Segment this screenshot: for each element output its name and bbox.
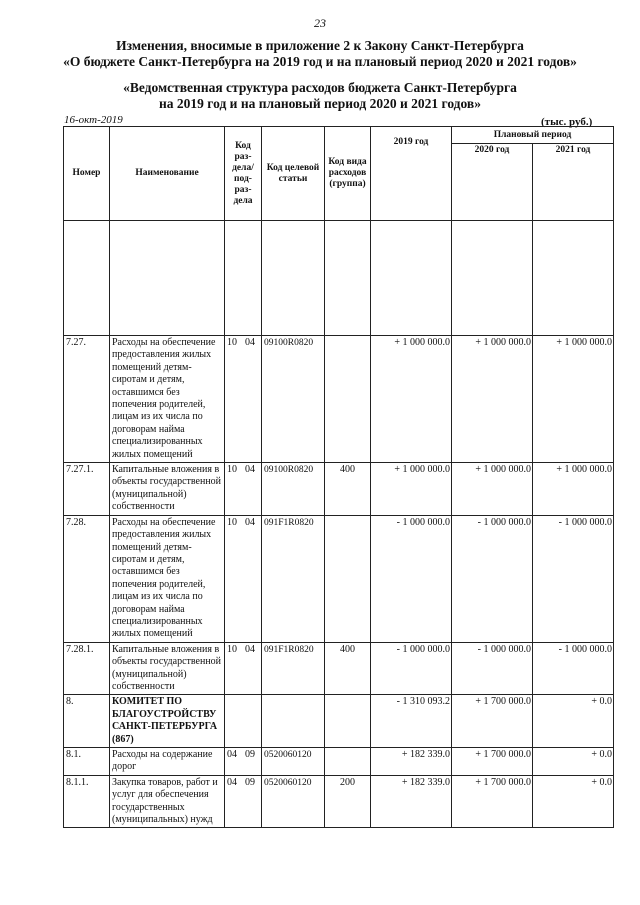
header-planned-period: Плановый период [452, 127, 614, 144]
row-section-code: 04 [227, 749, 237, 760]
header-expense-type: Код вида расходов (группа) [325, 127, 371, 221]
row-number: 7.28.1. [64, 642, 110, 695]
table-body [64, 221, 614, 828]
row-name: Капитальные вложения в объекты государственной (муниципальной) собственности [110, 463, 225, 516]
row-section [225, 336, 262, 463]
row-target-code [262, 695, 325, 748]
row-target-code: 09100R0820 [262, 336, 325, 463]
row-value-2021: + 0.0 [533, 695, 614, 748]
row-target-code: 091F1R0820 [262, 515, 325, 642]
row-value-2020: - 1 000 000.0 [452, 515, 533, 642]
row-number: 8.1. [64, 748, 110, 776]
row-value-2021: - 1 000 000.0 [533, 642, 614, 695]
row-value-2019: + 1 000 000.0 [371, 336, 452, 463]
row-name: Расходы на обеспечение предоставления жилых помещений детям-сиротам и детям, оставшимся без попечения родителей, лицам из их числа по договорам найма специализированных жилых помещений [110, 336, 225, 463]
row-section [225, 748, 262, 776]
header-number: Номер [64, 127, 110, 221]
row-expense-type [325, 336, 371, 463]
table-header [64, 127, 614, 221]
table-row [64, 748, 614, 776]
row-value-2019: + 182 339.0 [371, 775, 452, 828]
row-value-2021: + 1 000 000.0 [533, 336, 614, 463]
row-value-2020: + 1 000 000.0 [452, 336, 533, 463]
subtitle-line-1: «Ведомственная структура расходов бюджета Санкт-Петербурга [123, 80, 517, 95]
row-value-2019: - 1 000 000.0 [371, 642, 452, 695]
row-section [225, 695, 262, 748]
row-number: 8. [64, 695, 110, 748]
row-subsection-code: 04 [245, 337, 255, 348]
row-subsection-code: 04 [245, 464, 255, 476]
header-section: Код раз-дела/ под-раз-дела [225, 127, 262, 221]
row-expense-type [325, 695, 371, 748]
table-spacer-row [64, 221, 614, 336]
row-name: Расходы на содержание дорог [110, 748, 225, 776]
table-row [64, 695, 614, 748]
header-2020: 2020 год [452, 144, 533, 221]
page-number: 23 [314, 16, 326, 30]
row-subsection-code: 09 [245, 776, 255, 788]
row-name: КОМИТЕТ ПО БЛАГОУСТРОЙСТВУ САНКТ-ПЕТЕРБУРГА (867) [110, 695, 225, 748]
row-value-2019: - 1 000 000.0 [371, 515, 452, 642]
row-subsection-code: 09 [245, 749, 255, 760]
row-section-code: 10 [227, 464, 237, 476]
budget-table [63, 126, 614, 828]
row-section [225, 642, 262, 695]
header-name: Наименование [110, 127, 225, 221]
units-label: (тыс. руб.) [541, 116, 593, 128]
row-target-code: 09100R0820 [262, 463, 325, 516]
document-title [40, 38, 600, 70]
row-value-2021: + 1 000 000.0 [533, 463, 614, 516]
row-value-2020: + 1 700 000.0 [452, 775, 533, 828]
table-row [64, 642, 614, 695]
row-subsection-code: 04 [245, 516, 255, 528]
header-target: Код целевой статьи [262, 127, 325, 221]
row-value-2019: + 1 000 000.0 [371, 463, 452, 516]
row-target-code: 0520060120 [262, 748, 325, 776]
row-number: 8.1.1. [64, 775, 110, 828]
row-number: 7.28. [64, 515, 110, 642]
row-value-2019: + 182 339.0 [371, 748, 452, 776]
row-number: 7.27.1. [64, 463, 110, 516]
row-value-2019: - 1 310 093.2 [371, 695, 452, 748]
row-value-2021: + 0.0 [533, 748, 614, 776]
row-subsection-code: 04 [245, 643, 255, 655]
row-name: Расходы на обеспечение предоставления жилых помещений детям-сиротам и детям, оставшимся без попечения родителей, лицам из их числа по договорам найма специализированных жилых помещений [110, 515, 225, 642]
row-value-2020: + 1 700 000.0 [452, 695, 533, 748]
title-line-2: «О бюджете Санкт-Петербурга на 2019 год и на плановый период 2020 и 2021 годов» [63, 54, 577, 69]
row-target-code: 0520060120 [262, 775, 325, 828]
header-2021: 2021 год [533, 144, 614, 221]
row-value-2021: + 0.0 [533, 775, 614, 828]
document-date: 16-окт-2019 [64, 114, 123, 126]
row-section-code: 10 [227, 516, 237, 528]
row-section-code: 10 [227, 337, 237, 348]
row-section [225, 775, 262, 828]
table-row [64, 775, 614, 828]
row-section [225, 515, 262, 642]
row-expense-type [325, 748, 371, 776]
header-2019: 2019 год [371, 127, 452, 221]
table-row [64, 515, 614, 642]
row-expense-type: 200 [325, 775, 371, 828]
document-subtitle [40, 80, 600, 112]
row-value-2020: + 1 000 000.0 [452, 463, 533, 516]
row-value-2020: + 1 700 000.0 [452, 748, 533, 776]
table-row [64, 336, 614, 463]
title-line-1: Изменения, вносимые в приложение 2 к Закону Санкт-Петербурга [116, 38, 524, 53]
row-value-2021: - 1 000 000.0 [533, 515, 614, 642]
row-section-code: 10 [227, 643, 237, 655]
row-expense-type: 400 [325, 642, 371, 695]
row-section-code: 04 [227, 776, 237, 788]
row-section [225, 463, 262, 516]
row-expense-type: 400 [325, 463, 371, 516]
row-name: Закупка товаров, работ и услуг для обеспечения государственных (муниципальных) нужд [110, 775, 225, 828]
row-expense-type [325, 515, 371, 642]
table-row [64, 463, 614, 516]
row-value-2020: - 1 000 000.0 [452, 642, 533, 695]
subtitle-line-2: на 2019 год и на плановый период 2020 и 2021 годов» [159, 96, 481, 111]
row-number: 7.27. [64, 336, 110, 463]
row-target-code: 091F1R0820 [262, 642, 325, 695]
row-name: Капитальные вложения в объекты государственной (муниципальной) собственности [110, 642, 225, 695]
